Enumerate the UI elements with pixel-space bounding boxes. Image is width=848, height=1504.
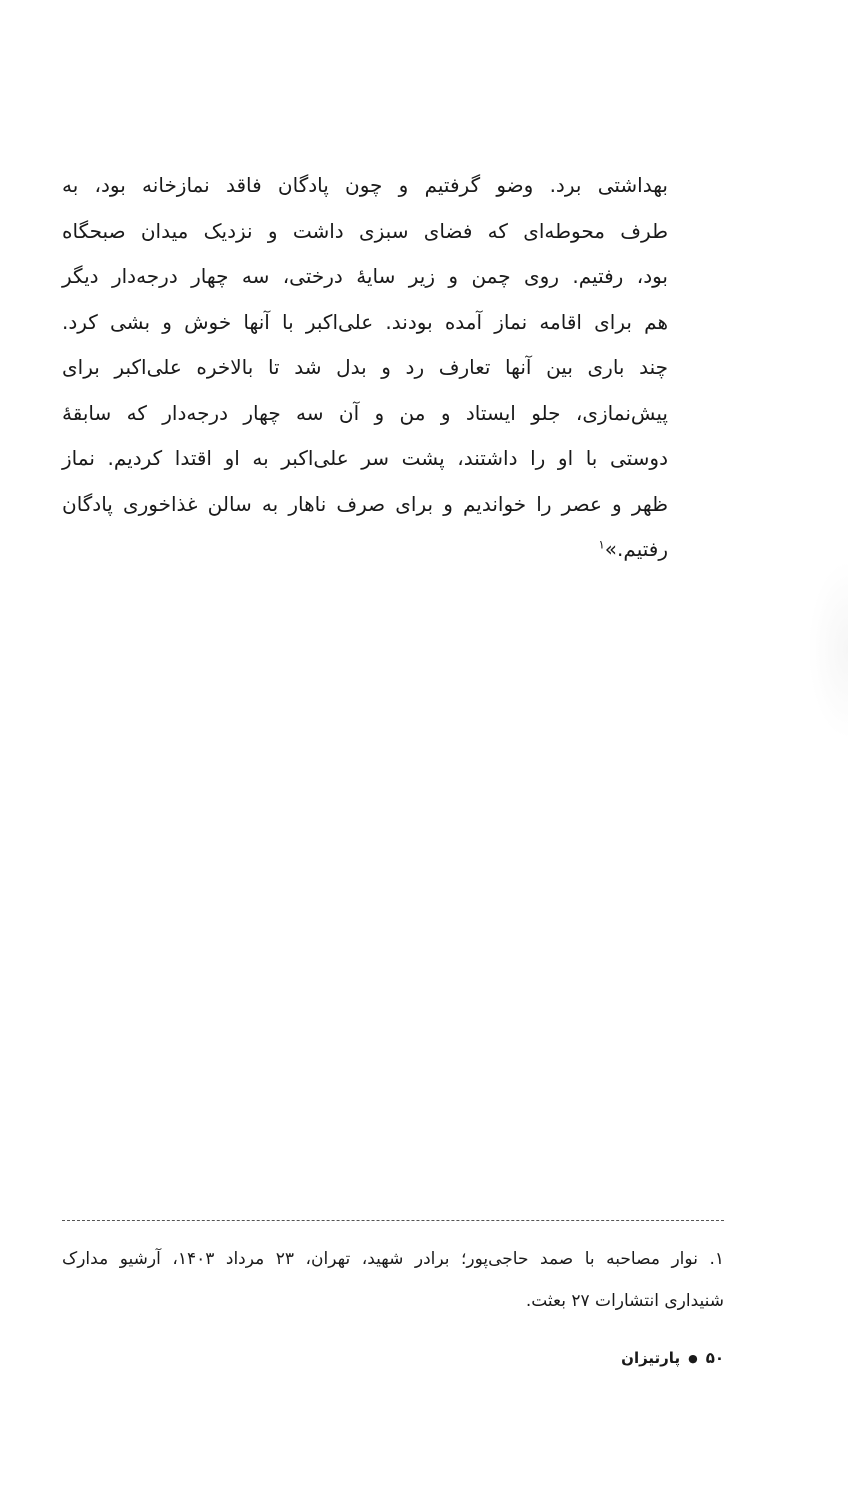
body-paragraph (62, 163, 668, 573)
footnote (62, 1238, 724, 1322)
body-line-7: دوستی با او را داشتند، پشت سر علی‌اکبر به او اقتدا کردیم. نماز (62, 446, 668, 470)
page-number: ۵۰ (705, 1349, 724, 1367)
footnote-line-2: شنیداری انتشارات ۲۷ بعثت. (525, 1291, 724, 1311)
body-line-4: هم برای اقامه نماز آمده بودند. علی‌اکبر با آنها خوش و بشی کرد. (62, 309, 668, 334)
footnote-separator (62, 1220, 724, 1221)
footnote-line-1: ۱. نوار مصاحبه با صمد حاجی‌پور؛ برادر شهید، تهران، ۲۳ مرداد ۱۴۰۳، آرشیو مدارک (62, 1249, 724, 1269)
body-line-5: چند باری بین آنها تعارف رد و بدل شد تا بالاخره علی‌اکبر برای (62, 355, 668, 379)
body-line-9-text: رفتیم.» (604, 537, 668, 561)
body-line-9 (62, 527, 668, 573)
page-edge-shadow (808, 560, 848, 740)
body-line-2: طرف محوطه‌ای که فضای سبزی داشت و نزدیک میدان صبحگاه (62, 218, 668, 243)
body-line-1: بهداشتی برد. وضو گرفتیم و چون پادگان فاقد نمازخانه بود، به (62, 173, 668, 197)
body-line-6: پیش‌نمازی، جلو ایستاد و من و آن سه چهار درجه‌دار که سابقهٔ (62, 400, 668, 425)
bullet-separator: ● (688, 1351, 698, 1365)
body-line-3: بود، رفتیم. روی چمن و زیر سایهٔ درختی، سه چهار درجه‌دار دیگر (62, 264, 668, 288)
book-title: پارتیزان (621, 1349, 681, 1367)
footnote-reference[interactable]: ۱ (598, 537, 605, 552)
body-line-8: ظهر و عصر را خواندیم و برای صرف ناهار به سالن غذاخوری پادگان (62, 491, 668, 516)
page-footer (560, 1346, 724, 1371)
